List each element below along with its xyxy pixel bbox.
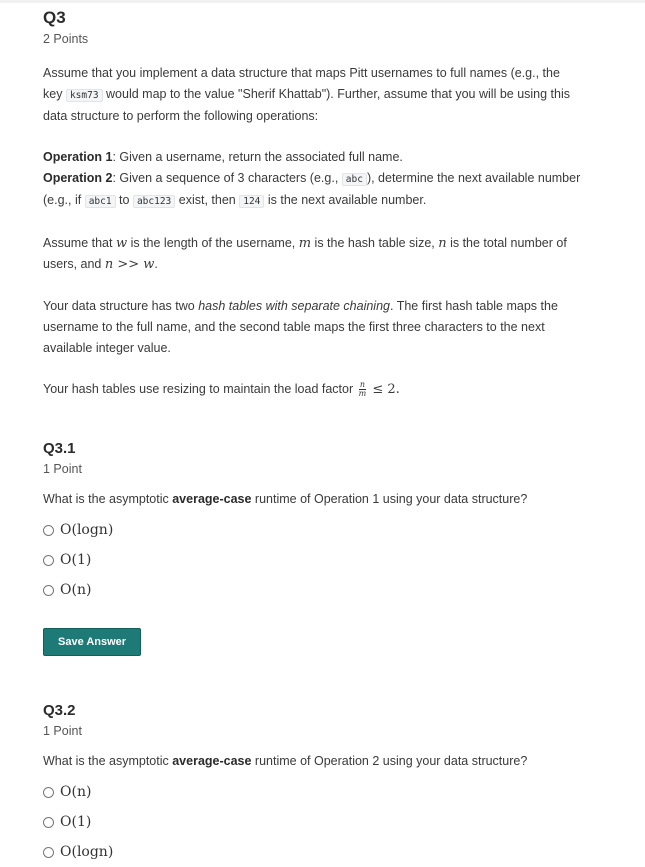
radio-button[interactable] [43,555,54,566]
option-label: O(1) [60,814,92,830]
subquestion-points: 1 Point [43,462,82,476]
operations [43,147,602,212]
question-points: 2 Points [43,32,89,46]
intro-line-3: data structure to perform the following operations: [43,109,319,123]
subquestion-title: Q3.2 [43,702,76,719]
radio-button[interactable] [43,847,54,858]
option-label: O(n) [60,582,92,598]
option-1[interactable] [43,515,602,545]
resize-line: Your hash tables use resizing to maintain the load factor $\frac{n}{m}$ ≤ 2. [43,380,400,399]
option-label: O(1) [60,552,92,568]
subquestion-prompt: What is the asymptotic average-case runtime of Operation 1 using your data structure? [43,492,528,506]
assume-paragraph [43,233,602,275]
load-factor-fraction: $\frac{n}{m}$ [358,380,367,399]
radio-button[interactable] [43,817,54,828]
subquestion-prompt: What is the asymptotic average-case runtime of Operation 2 using your data structure? [43,754,528,768]
code-abc1: abc1 [85,195,116,208]
operation-2-cont: (e.g., if abc1 to abc123 exist, then 124 is the next available number. [43,193,427,207]
save-answer-button[interactable]: Save Answer [43,628,141,656]
code-124: 124 [239,195,264,208]
radio-button[interactable] [43,525,54,536]
option-1[interactable] [43,777,602,807]
resize-paragraph [43,379,602,400]
answer-options [43,777,602,867]
assume-line-2: users, and n >> w. [43,257,158,272]
answer-options [43,515,602,605]
option-2[interactable] [43,807,602,837]
option-label: O(logn) [60,522,114,538]
intro-paragraph [43,63,602,127]
structure-line-3: available integer value. [43,341,171,355]
subquestion-points: 1 Point [43,724,82,738]
subquestion-3-1 [43,439,602,656]
subquestion-title: Q3.1 [43,440,76,457]
radio-button[interactable] [43,787,54,798]
radio-button[interactable] [43,585,54,596]
structure-line-2: username to the full name, and the second table maps the first three characters to the next [43,320,545,334]
option-label: O(logn) [60,844,114,860]
operation-2: Operation 2: Given a sequence of 3 characters (e.g., abc ), determine the next available number [43,171,581,185]
question-title: Q3 [43,8,66,27]
operation-1: Operation 1: Given a username, return the associated full name. [43,150,403,164]
structure-paragraph [43,296,602,359]
option-2[interactable] [43,545,602,575]
option-3[interactable] [43,575,602,605]
assume-line-1: Assume that w is the length of the username, m is the hash table size, n is the total number of [43,236,567,251]
question-page [0,3,645,867]
code-key: ksm73 [66,89,103,102]
code-abc: abc [342,173,367,186]
structure-line-1: Your data structure has two hash tables with separate chaining. The first hash table maps the [43,299,558,313]
intro-line-2: key ksm73 would map to the value "Sherif Khattab"). Further, assume that you will be using this [43,87,570,101]
option-label: O(n) [60,784,92,800]
intro-line-1: Assume that you implement a data structure that maps Pitt usernames to full names (e.g., the [43,66,560,80]
subquestion-3-2 [43,701,602,867]
code-abc123: abc123 [133,195,175,208]
option-3[interactable] [43,837,602,867]
